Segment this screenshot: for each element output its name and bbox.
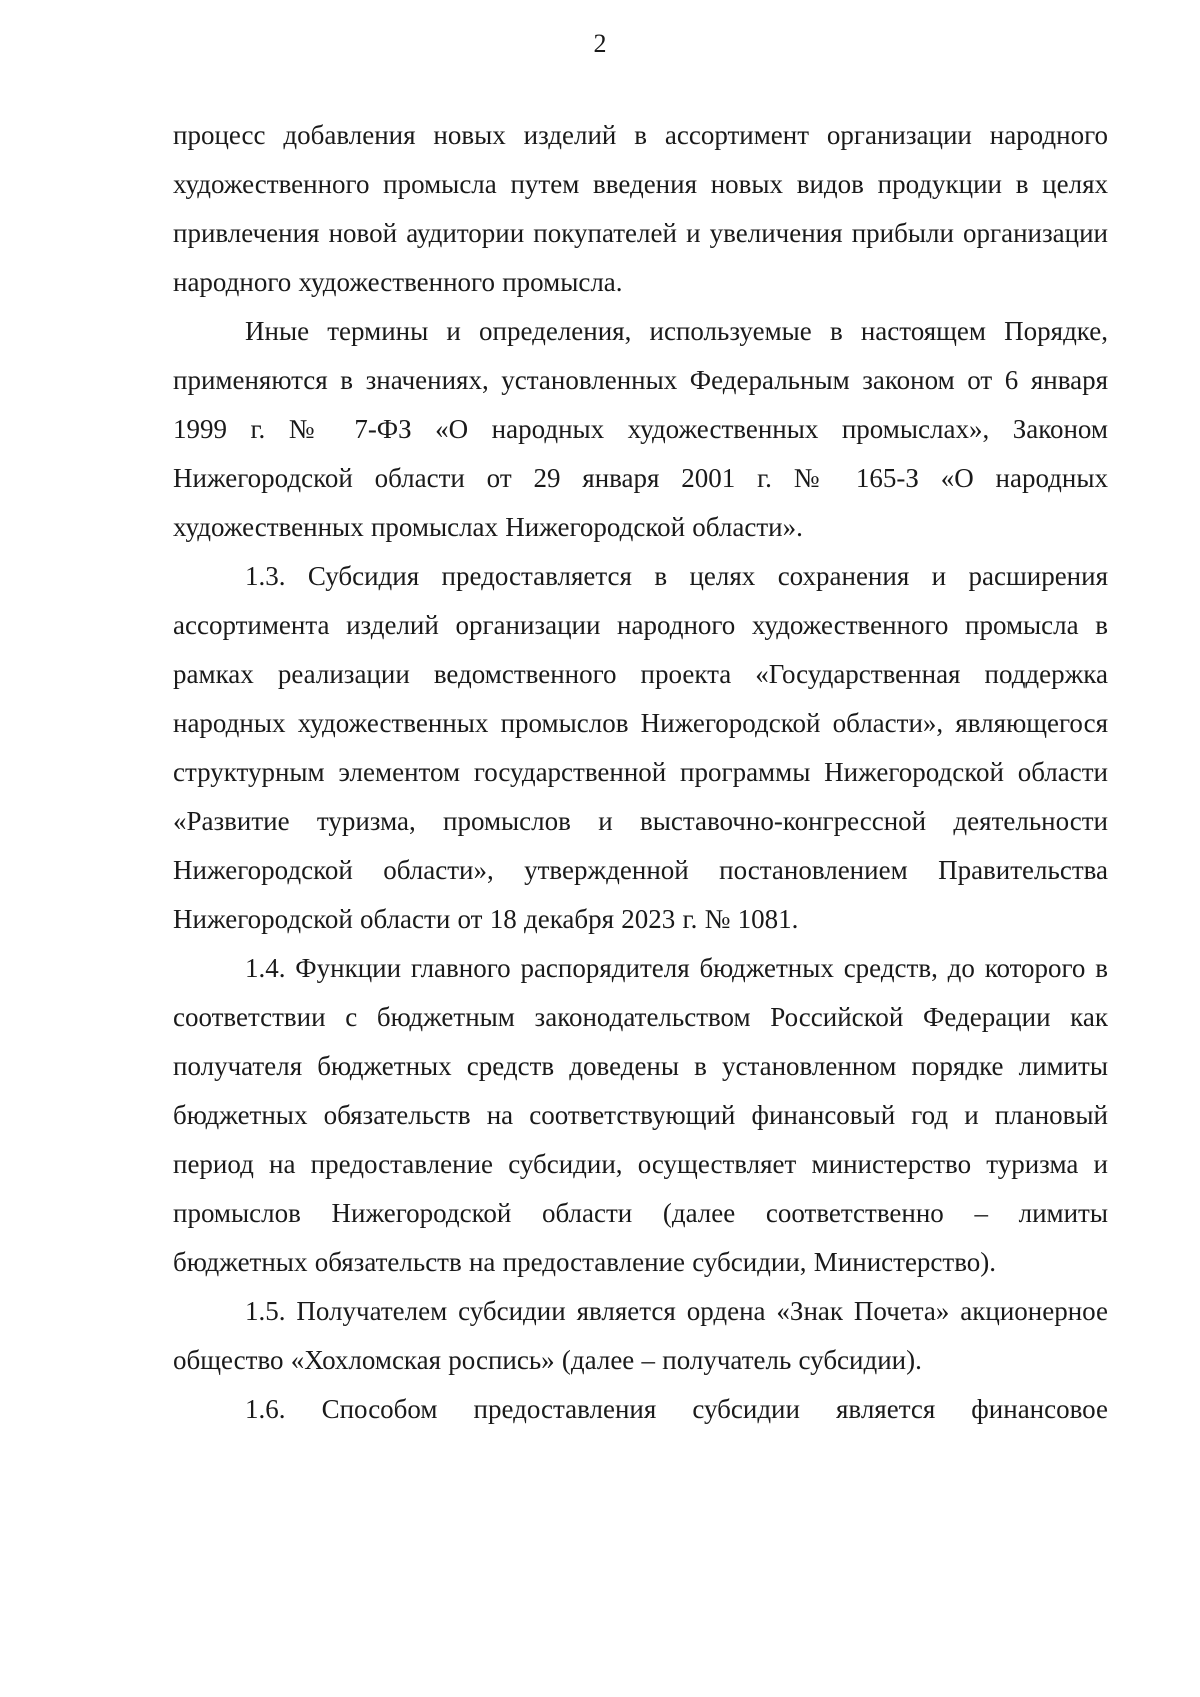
paragraph-1-4-budget-functions: 1.4. Функции главного распорядителя бюджетных средств, до которого в соответствии с бюджетным законодательством Российской Федерации как получателя бюджетных средств доведены в установленном порядке лимиты бюджетных обязательств на соответствующий финансовый год и плановый период на предоставление субсидии, осуществляет министерство туризма и промыслов Нижегородской области (далее соответственно – лимиты бюджетных обязательств на предоставление субсидии, Министерство). <box>173 953 1108 1277</box>
paragraph-1-6-subsidy-method: 1.6. Способом предоставления субсидии является финансовое <box>245 1394 1108 1424</box>
document-body <box>173 111 1108 1434</box>
paragraph-1-5-subsidy-recipient: 1.5. Получателем субсидии является ордена «Знак Почета» акционерное общество «Хохломская роспись» (далее – получатель субсидии). <box>173 1296 1108 1375</box>
paragraph-term-definition-continued: процесс добавления новых изделий в ассортимент организации народного художественного промысла путем введения новых видов продукции в целях привлечения новой аудитории покупателей и увеличения прибыли организации народного художественного промысла. <box>173 120 1108 297</box>
page-number: 2 <box>593 29 607 58</box>
paragraph-1-3-subsidy-purpose: 1.3. Субсидия предоставляется в целях сохранения и расширения ассортимента изделий организации народного художественного промысла в рамках реализации ведомственного проекта «Государственная поддержка народных художественных промыслов Нижегородской области», являющегося структурным элементом государственной программы Нижегородской области «Развитие туризма, промыслов и выставочно-конгрессной деятельности Нижегородской области», утвержденной постановлением Правительства Нижегородской области от 18 декабря 2023 г. № 1081. <box>173 561 1108 934</box>
paragraph-other-terms: Иные термины и определения, используемые в настоящем Порядке, применяются в значениях, установленных Федеральным законом от 6 января 1999 г. № 7-ФЗ «О народных художественных промыслах», Законом Нижегородской области от 29 января 2001 г. № 165-З «О народных художественных промыслах Нижегородской области». <box>173 316 1108 542</box>
